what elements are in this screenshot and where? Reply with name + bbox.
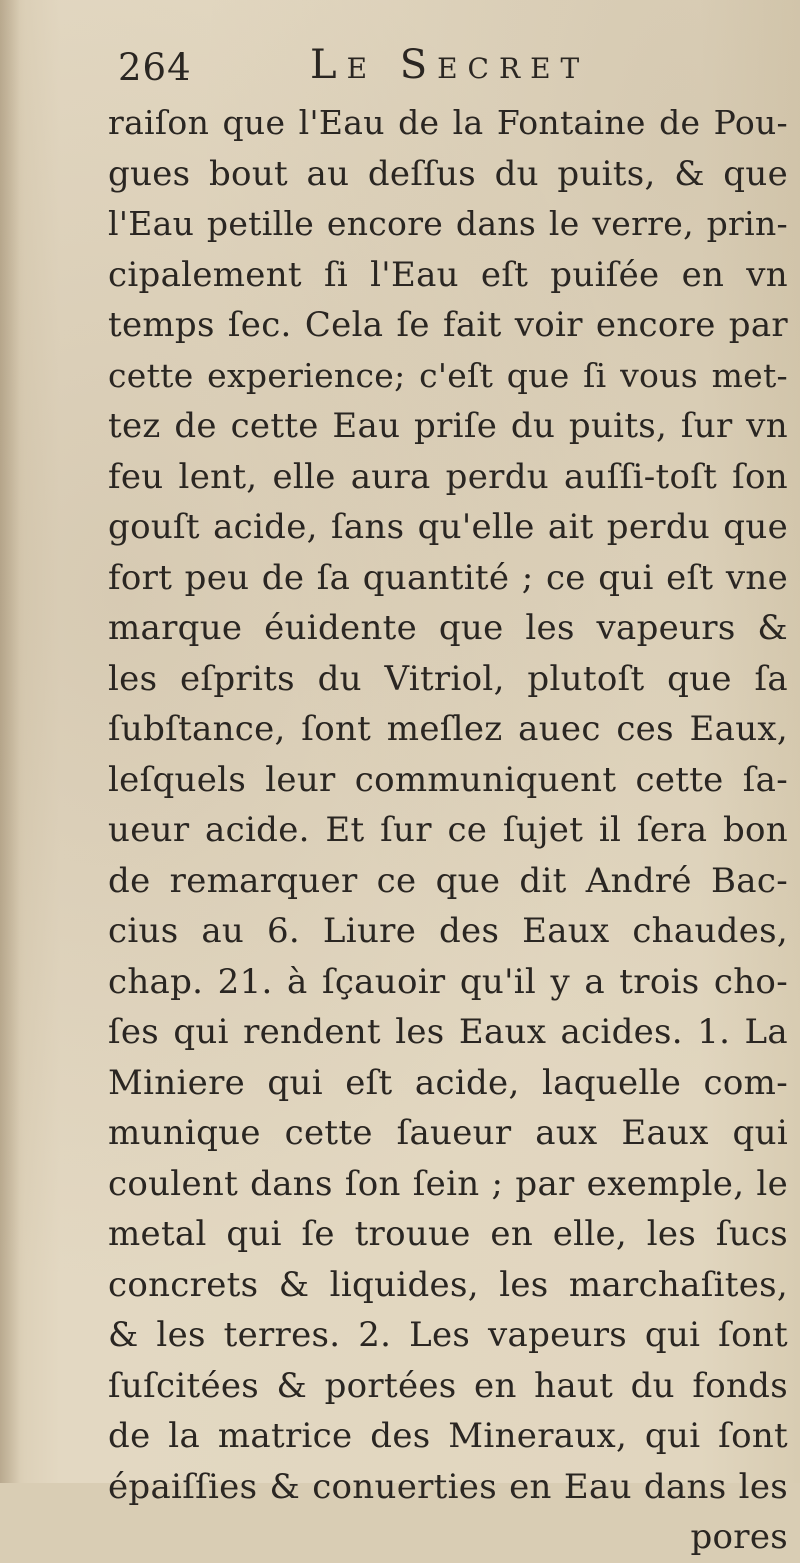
text-line: de la matrice des Mineraux, qui ſont (108, 1416, 788, 1456)
text-line: cipalement ſi l'Eau eſt puiſée en vn (108, 254, 788, 295)
body-text (108, 98, 788, 1563)
text-line: cette experience; c'eſt que ſi vous met- (108, 355, 788, 395)
text-line: ueur acide. Et ſur ce ſujet il ſera bon (108, 810, 788, 850)
page-header (118, 40, 778, 104)
text-line: coulent dans ſon ſein ; par exemple, le (108, 1163, 788, 1204)
text-line: raiſon que l'Eau de la Fontaine de Pou- (108, 103, 788, 142)
text-line: gues bout au deſſus du puits, & que (108, 153, 788, 194)
text-line: gouſt acide, ſans qu'elle ait perdu que (108, 507, 788, 547)
text-line: cius au 6. Liure des Eaux chaudes, (108, 911, 788, 951)
text-line: temps ſec. Cela ſe fait voir encore par (108, 305, 788, 345)
text-line: de remarquer ce que dit André Bac- (108, 860, 788, 901)
text-line: Miniere qui eſt acide, laquelle com- (108, 1062, 788, 1103)
text-line: ſubſtance, ſont meſlez auec ces Eaux, (108, 709, 788, 749)
running-title: Le Secret (310, 42, 590, 88)
text-line: chap. 21. à ſçauoir qu'il y a trois cho- (108, 961, 788, 1002)
catchword: pores (690, 1517, 788, 1557)
text-line: feu lent, elle aura perdu auſſi-toſt ſon (108, 456, 788, 497)
text-line: ſuſcitées & portées en haut du fonds (108, 1365, 788, 1406)
page-edge-shadow (0, 0, 20, 1483)
text-line: munique cette ſaueur aux Eaux qui (108, 1113, 788, 1153)
page-number: 264 (118, 46, 192, 89)
text-line: tez de cette Eau priſe du puits, ſur vn (108, 406, 788, 446)
text-line: marque éuidente que les vapeurs & (108, 608, 788, 648)
text-line: ſes qui rendent les Eaux acides. 1. La (108, 1012, 788, 1052)
text-line: metal qui ſe trouue en elle, les ſucs (108, 1214, 788, 1254)
text-line: épaiſſies & conuerties en Eau dans les (108, 1466, 788, 1507)
text-line: l'Eau petille encore dans le verre, prin- (108, 204, 788, 243)
text-line: leſquels leur communiquent cette ſa- (108, 759, 788, 800)
text-line: les eſprits du Vitriol, plutoſt que ſa (108, 658, 788, 699)
text-line: fort peu de ſa quantité ; ce qui eſt vne (108, 557, 788, 598)
text-line: concrets & liquides, les marchaſites, (108, 1264, 788, 1305)
catchword-line (108, 1512, 788, 1563)
text-line: & les terres. 2. Les vapeurs qui ſont (108, 1315, 788, 1355)
